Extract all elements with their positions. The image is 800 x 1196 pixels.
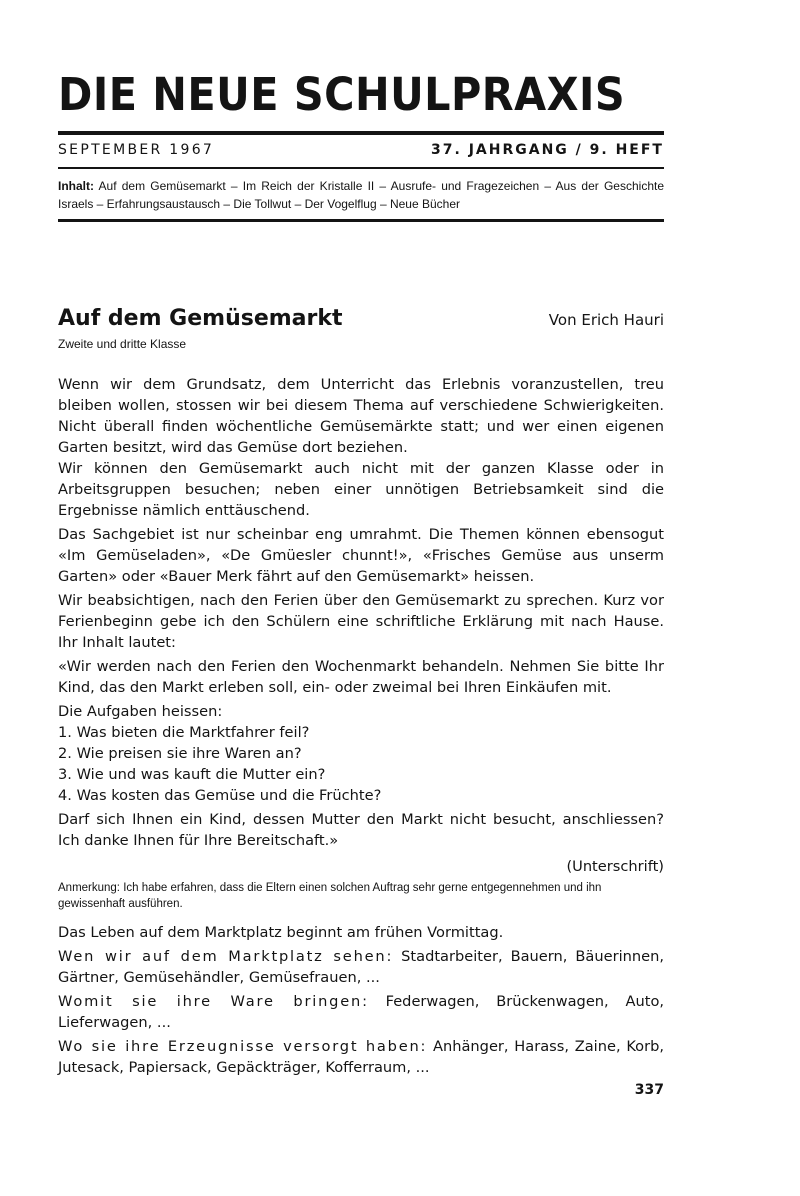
task-item: 2. Wie preisen sie ihre Waren an? [58,745,302,762]
task-item: 1. Was bieten die Marktfahrer feil? [58,724,310,741]
article-author: Von Erich Hauri [548,311,664,329]
question-label: Wen wir auf dem Marktplatz sehen: [58,948,394,965]
paragraph: Wir beabsichtigen, nach den Ferien über den Gemüsemarkt zu sprechen. Kurz vor Ferienbeginn gebe ich den Schülern eine schriftliche Erklärung mit nach Hause. Ihr Inhalt lautet: [58,592,664,651]
question-text: Federwagen, Brückenwagen, Auto, Lieferwagen, ... [58,993,665,1031]
question-paragraph [58,991,664,1033]
page [58,68,665,1081]
question-label: Womit sie ihre Ware bringen: [58,993,369,1010]
task-item: 3. Wie und was kauft die Mutter ein? [58,766,326,783]
masthead-rule [58,131,664,135]
question-paragraph [58,1036,664,1078]
question-text: Stadtarbeiter, Bauern, Bäuerinnen, Gärtner, Gemüsehändler, Gemüsefrauen, ... [58,948,664,986]
task-item: 4. Was kosten das Gemüse und die Früchte? [58,787,382,804]
article-subtitle: Zweite und dritte Klasse [58,337,187,351]
toc-rule [58,219,664,222]
question-text: Anhänger, Harass, Zaine, Korb, Jutesack, Papiersack, Gepäckträger, Kofferraum, ... [58,1038,664,1076]
issue-rule [58,167,664,169]
letter-paragraph: Darf sich Ihnen ein Kind, dessen Mutter den Markt nicht besucht, anschliessen? Ich danke Ihnen für Ihre Bereitschaft.» [58,811,664,849]
paragraph: Wenn wir dem Grundsatz, dem Unterricht das Erlebnis voranzustellen, treu bleiben wollen, stossen wir bei diesem Thema auf verschiedene Schwierigkeiten. Nicht überall finden wöchentliche Gemüsemärkte statt; und wer einen eigenen Garten besitzt, wird das Gemüse dort beziehen. [58,376,664,456]
question-label: Wo sie ihre Erzeugnisse versorgt haben: [58,1038,428,1055]
tasks-intro: Die Aufgaben heissen: [58,703,223,720]
table-of-contents [58,177,664,213]
issue-number: 37. JAHRGANG / 9. HEFT [431,142,664,158]
paragraph: Das Sachgebiet ist nur scheinbar eng umrahmt. Die Themen können ebensogut «Im Gemüseladen», «De Gmüesler chunnt!», «Frisches Gemüse aus unserm Garten» oder «Bauer Merk fährt auf den Gemüsemarkt» heissen. [58,526,664,585]
masthead-title: DIE NEUE SCHULPRAXIS [58,68,626,121]
issue-date: SEPTEMBER 1967 [58,142,215,158]
page-number: 337 [634,1082,664,1098]
article-title: Auf dem Gemüsemarkt [58,306,343,331]
issue-line [58,143,664,157]
article-body [58,374,664,1078]
toc-text: Auf dem Gemüsemarkt – Im Reich der Kristalle II – Ausrufe- und Fragezeichen – Aus der Geschichte Israels – Erfahrungsaustausch – Die Tollwut – Der Vogelflug – Neue Bücher [58,179,664,211]
toc-label: Inhalt: [58,179,94,193]
note: Anmerkung: Ich habe erfahren, dass die Eltern einen solchen Auftrag sehr gerne entgegennehmen und ihn gewissenhaft ausführen. [58,882,602,910]
article-header [58,308,664,330]
paragraph: Das Leben auf dem Marktplatz beginnt am frühen Vormittag. [58,924,504,941]
letter-paragraph: «Wir werden nach den Ferien den Wochenmarkt behandeln. Nehmen Sie bitte Ihr Kind, das den Markt erleben soll, ein- oder zweimal bei Ihren Einkäufen mit. [58,658,664,696]
signature: (Unterschrift) [566,858,664,875]
paragraph: Wir können den Gemüsemarkt auch nicht mit der ganzen Klasse oder in Arbeitsgruppen besuchen; neben einer unnötigen Betriebsamkeit sind die Ergebnisse nämlich enttäuschend. [58,460,664,519]
question-paragraph [58,946,664,988]
